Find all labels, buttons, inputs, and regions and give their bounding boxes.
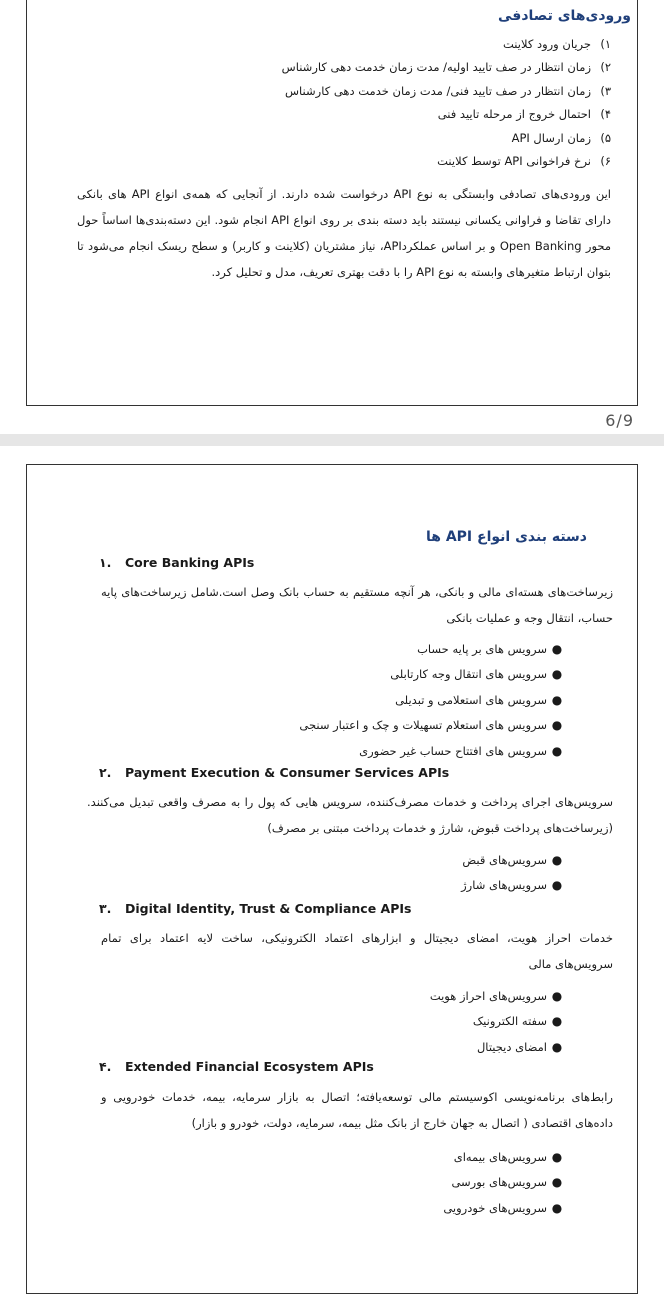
bullet-item: ●سرویس های بر پایه حساب (417, 642, 563, 656)
body-paragraph: این ورودی‌های تصادفی وابستگی به نوع API درخواست شده دارند. از آنجایی که همه‌ی انواع API های بانکی دارای تقاضا و فراوانی یکسانی نیستند باید دسته بندی بر روی انواع API انجام شود. این دسته‌بندی‌ها اساساً حول محور Open Banking و بر اساس عملکردAPI، نیاز مشتریان (کلاینت و کاربر) و سطح ریسک انجام می‌شود تا بتوان ارتباط متغیرهای وابسته به نوع API را با دقت بهتری تعریف، مدل و تحلیل کرد. (77, 187, 611, 279)
bullet-item: ●سرویس‌های احراز هویت (429, 989, 563, 1003)
list-item: ۶)نرخ فراخوانی API توسط کلاینت (437, 153, 611, 168)
section-paragraph: سرویس‌های اجرای پرداخت و خدمات مصرف‌کننده، سرویس هایی که پول را به مصرف واقعی تبدیل می‌کنند. (زیرساخت‌های پرداخت قبوض، شارژ و خدمات پرداخت مبتنی بر مصرف) (87, 795, 613, 835)
bullet-item: ●سرویس‌های شارژ (461, 878, 563, 893)
list-item: ۴)احتمال خروج از مرحله تایید فنی (437, 107, 611, 122)
bullet-list (299, 637, 567, 764)
section-heading-payment: ۲. Payment Execution & Consumer Services APIs (99, 765, 450, 780)
bullet-list (461, 848, 567, 899)
bullet-item: ●سرویس‌های بورسی (451, 1175, 563, 1190)
bullet-item: ●سرویس های استعلامی و تبدیلی (395, 692, 563, 707)
bullet-item: ●امضای دیجیتال (476, 1039, 563, 1054)
bullet-item: ●سرویس‌های خودرویی (443, 1200, 563, 1215)
document-page-7 (26, 464, 638, 1294)
bullet-item: ●سرویس‌های بیمه‌ای (453, 1150, 563, 1164)
bullet-item: ●سرویس های انتقال وجه کارتابلی (390, 667, 563, 682)
section-paragraph: خدمات احراز هویت، امضای دیجیتال و ابزارهای اعتماد الکترونیکی، ساخت لایه اعتماد برای تمام سرویس‌های مالی (101, 931, 613, 971)
section-title: دسته بندی انواع API ها (425, 529, 587, 545)
bullet-list (443, 1145, 567, 1221)
bullet-item: ●سرویس‌های قبض (462, 853, 563, 867)
list-item: ۳)زمان انتظار در صف تایید فنی/ مدت زمان خدمت دهی کارشناس (285, 83, 611, 98)
section-paragraph: زیرساخت‌های هسته‌ای مالی و بانکی، هر آنچه مستقیم به حساب بانک وصل است.شامل زیرساخت‌های پایه حساب، انتقال وجه و عملیات بانکی (101, 585, 613, 625)
section-heading-ecosystem: ۴. Extended Financial Ecosystem APIs (99, 1059, 374, 1074)
page-separator (0, 434, 664, 446)
list-item: ۵)زمان ارسال API (511, 130, 611, 145)
section-paragraph: رابط‌های برنامه‌نویسی اکوسیستم مالی توسعه‌یافته؛ اتصال به بازار سرمایه، بیمه، خدمات خودرویی و داده‌های اقتصادی ( اتصال به جهان خارج از بانک مثل بیمه، سرمایه، دولت، خودرو و بازار) (101, 1090, 613, 1130)
bullet-item: ●سرویس های افتتاح حساب غیر حضوری (359, 743, 563, 758)
list-item: ۲)زمان انتظار در صف تایید اولیه/ مدت زمان خدمت دهی کارشناس (281, 60, 611, 75)
page-number: 6/9 (605, 411, 634, 430)
bullet-item: ●سرویس های استعلام تسهیلات و چک و اعتبار سنجی (299, 718, 563, 733)
bullet-list (430, 984, 567, 1060)
bullet-item: ●سفته الکترونیک (472, 1014, 563, 1029)
document-page-6 (26, 0, 638, 406)
random-inputs-list (282, 33, 611, 173)
section-heading-identity: ۳. Digital Identity, Trust & Compliance APIs (99, 901, 412, 916)
list-item: ۱)جریان ورود کلاینت (503, 37, 611, 51)
section-title: ورودی‌های تصادفی (498, 8, 631, 24)
section-heading-core-banking: ۱. Core Banking APIs (99, 555, 255, 570)
